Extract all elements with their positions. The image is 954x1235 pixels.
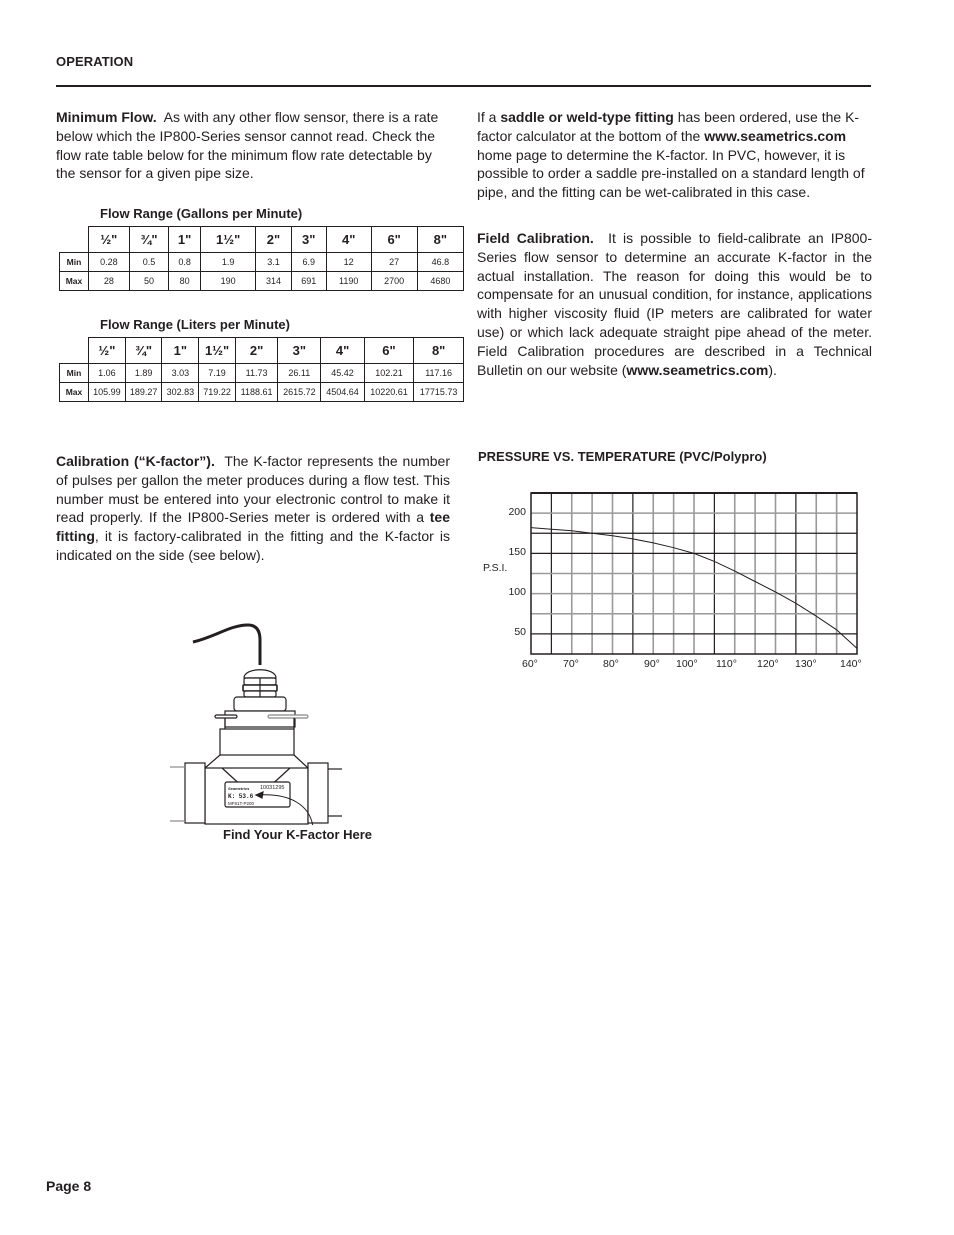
table-cell: 719.22: [199, 383, 236, 402]
x-tick-label: 90°: [644, 658, 660, 670]
saddle-fitting-bold: saddle or weld-type fitting: [500, 109, 674, 125]
table-cell: 0.28: [89, 253, 130, 272]
tee-fitting-bold: tee fitting: [56, 509, 450, 545]
table-cell: 4680: [417, 272, 463, 291]
column-header: ¾": [129, 227, 169, 253]
seametrics-link[interactable]: www.seametrics.com: [704, 127, 847, 144]
table-cell: 10220.61: [364, 383, 414, 402]
table-cell: 27: [371, 253, 417, 272]
table-cell: 46.8: [417, 253, 463, 272]
table-row: [60, 253, 464, 272]
column-header: ½": [89, 227, 130, 253]
table-cell: 117.16: [414, 364, 464, 383]
sensor-tee-illustration: [170, 615, 360, 825]
x-tick-label: 120°: [757, 658, 779, 670]
label-serial: 10031295: [260, 785, 285, 791]
table-header-row: [60, 227, 464, 253]
y-axis-label: P.S.I.: [483, 562, 508, 574]
table-cell: 190: [200, 272, 255, 291]
x-tick-label: 70°: [563, 658, 579, 670]
x-tick-label: 130°: [795, 658, 817, 670]
table-cell: 1190: [326, 272, 371, 291]
table-cell: 102.21: [364, 364, 414, 383]
column-header: ¾": [125, 338, 162, 364]
calibration-paragraph: Calibration (“K-factor”). The K-factor represents the number of pulses per gallon the meter produces during a flow test. This number must be entered into your electronic control to make it read properly. If the IP800-Series meter is ordered with a tee fitting, it is factory-calibrated in the fitting and the K-factor is indicated on the side (see below).: [56, 453, 450, 563]
table-cell: 0.5: [129, 253, 169, 272]
table-row: [60, 364, 464, 383]
table-cell: 6.9: [291, 253, 326, 272]
column-header: 4": [326, 227, 371, 253]
column-header: 8": [414, 338, 464, 364]
x-tick-label: 110°: [716, 658, 737, 670]
table-cell: 12: [326, 253, 371, 272]
field-calibration-heading: Field Calibration.: [477, 230, 594, 246]
y-tick-label: 150: [508, 546, 526, 558]
table-row: [60, 272, 464, 291]
page-number: Page 8: [46, 1178, 92, 1194]
table-cell: 17715.73: [414, 383, 464, 402]
table-row: [60, 383, 464, 402]
table-cell: 4504.64: [321, 383, 364, 402]
table-header-row: [60, 338, 464, 364]
table-cell: 302.83: [162, 383, 199, 402]
table-cell: 2700: [371, 272, 417, 291]
row-label: Min: [60, 253, 89, 272]
minimum-flow-paragraph: [56, 108, 452, 183]
table-cell: 3.1: [256, 253, 291, 272]
table-cell: 1.9: [200, 253, 255, 272]
y-tick-label: 200: [508, 506, 526, 518]
table-cell: 1.89: [125, 364, 162, 383]
table-cell: 45.42: [321, 364, 364, 383]
table-cell: 3.03: [162, 364, 199, 383]
table-cell: 314: [256, 272, 291, 291]
table-cell: 189.27: [125, 383, 162, 402]
x-tick-label: 60°: [522, 658, 538, 670]
label-model: MF81T-P200: [228, 801, 255, 806]
lpm-flow-table: [59, 337, 464, 402]
table-cell: 691: [291, 272, 326, 291]
x-tick-label: 80°: [603, 658, 619, 670]
section-title: OPERATION: [56, 54, 134, 69]
minimum-flow-heading: Minimum Flow.: [56, 109, 157, 125]
y-tick-label: 100: [508, 586, 526, 598]
label-brand: Seametrics: [228, 786, 250, 791]
x-tick-label: 100°: [676, 658, 698, 670]
row-label: Max: [60, 383, 89, 402]
column-header: 3": [278, 338, 321, 364]
gpm-table-title: Flow Range (Gallons per Minute): [100, 206, 303, 221]
y-tick-label: 50: [514, 626, 526, 638]
table-cell: 2615.72: [278, 383, 321, 402]
column-header: 4": [321, 338, 364, 364]
table-cell: 7.19: [199, 364, 236, 383]
table-cell: 0.8: [169, 253, 201, 272]
minimum-flow-body: As with any other flow sensor, there is a rate below which the IP800-Series sensor cannot read. Check the flow rate table below for the minimum flow rate detectable by the sensor for a given pipe size.: [56, 109, 439, 182]
column-header: 1½": [200, 227, 255, 253]
column-header: 8": [417, 227, 463, 253]
column-header: 2": [256, 227, 291, 253]
chart-title: PRESSURE VS. TEMPERATURE (PVC/Polypro): [478, 449, 767, 464]
table-cell: 11.73: [235, 364, 277, 383]
column-header: 6": [371, 227, 417, 253]
table-cell: 1.06: [89, 364, 126, 383]
lpm-table-title: Flow Range (Liters per Minute): [100, 317, 290, 332]
chart-grid: [531, 493, 857, 654]
calibration-heading: Calibration (“K-factor”).: [56, 453, 215, 469]
table-cell: 26.11: [278, 364, 321, 383]
table-cell: 105.99: [89, 383, 126, 402]
table-cell: 28: [89, 272, 130, 291]
column-header: 3": [291, 227, 326, 253]
column-header: ½": [89, 338, 126, 364]
pressure-temperature-chart: [470, 480, 880, 680]
field-calibration-paragraph: Field Calibration. It is possible to field-calibrate an IP800-Series flow sensor to determine an accurate K-factor in the actual installation. The reason for doing this would be to compensate for an unusual condition, for instance, applications with higher viscosity fluid (IP meters are calibrated for water use) or which lack adequate straight pipe ahead of the meter. Field Calibration procedures are described in a Technical Bulletin on our website (www.seametrics.com).: [477, 230, 872, 378]
row-label: Min: [60, 364, 89, 383]
column-header: 1": [162, 338, 199, 364]
table-cell: 80: [169, 272, 201, 291]
table-cell: 1188.61: [235, 383, 277, 402]
table-cell: 50: [129, 272, 169, 291]
figure-caption: Find Your K-Factor Here: [223, 827, 373, 842]
column-header: 2": [235, 338, 277, 364]
gpm-flow-table: [59, 226, 464, 291]
seametrics-link[interactable]: www.seametrics.com: [626, 361, 769, 378]
x-tick-label: 140°: [840, 658, 862, 670]
column-header: 6": [364, 338, 414, 364]
saddle-fitting-paragraph: If a saddle or weld-type fitting has been ordered, use the K-factor calculator at the bottom of the www.seametrics.com home page to determine the K-factor. In PVC, however, it is possible to order a saddle pre-installed on a standard length of pipe, and the fitting can be wet-calibrated in this case.: [477, 109, 865, 201]
label-k-factor: K: 53.6: [228, 793, 254, 800]
column-header: 1½": [199, 338, 236, 364]
row-label: Max: [60, 272, 89, 291]
column-header: 1": [169, 227, 201, 253]
header-rule: [56, 85, 871, 87]
